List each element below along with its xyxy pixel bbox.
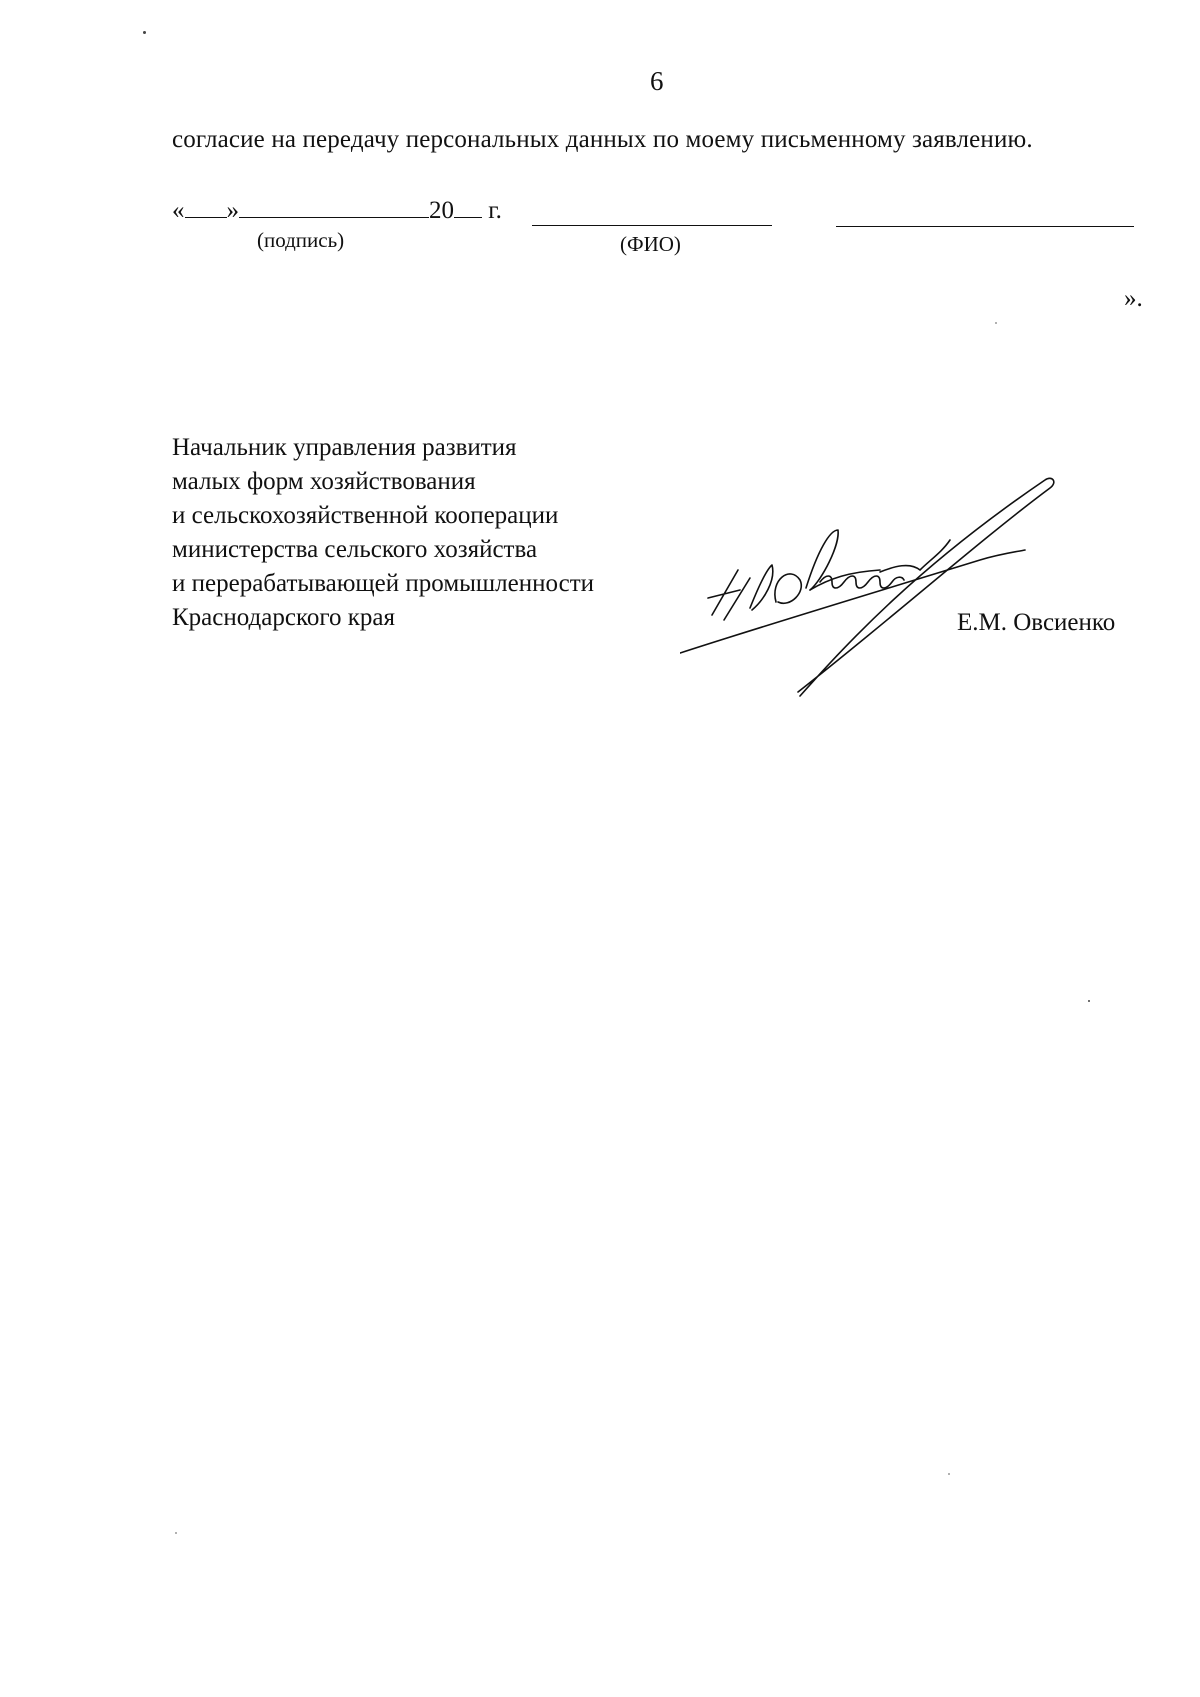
scan-speck: [1088, 1000, 1090, 1002]
date-close-quote: »: [226, 197, 239, 224]
scan-speck: [995, 322, 997, 324]
year-blank: [454, 195, 482, 218]
position-line: и сельскохозяйственной кооперации: [172, 502, 559, 529]
year-prefix: 20: [429, 197, 454, 224]
fio-caption: (ФИО): [620, 232, 681, 256]
day-blank: [185, 195, 227, 218]
position-line: министерства сельского хозяйства: [172, 536, 538, 563]
position-line: и перерабатывающей промышленности: [172, 570, 595, 597]
signatory-name: Е.М. Овсиенко: [957, 609, 1116, 636]
position-line: Краснодарского края: [172, 604, 395, 631]
extra-underline: [836, 226, 1134, 227]
signature-caption: (подпись): [257, 228, 345, 252]
signature-stroke: [750, 565, 773, 610]
year-suffix: г.: [482, 197, 502, 224]
date-line: [172, 195, 502, 225]
scan-speck: [143, 31, 146, 34]
signatory-position: [172, 431, 594, 635]
page-number: 6: [650, 66, 664, 96]
signature-stroke: [775, 574, 801, 603]
position-line: Начальник управления развития: [172, 434, 517, 461]
signature-stroke: [806, 530, 838, 590]
position-line: малых форм хозяйствования: [172, 468, 476, 495]
signature-stroke: [708, 570, 750, 620]
scan-speck: [175, 1532, 177, 1534]
closing-quote: ».: [1124, 285, 1143, 312]
handwritten-signature: [680, 470, 1070, 710]
date-open-quote: «: [172, 197, 185, 224]
consent-text: согласие на передачу персональных данных по моему письменному заявлению.: [172, 126, 1033, 153]
signature-stroke: [820, 576, 904, 588]
signature-stroke: [798, 478, 1054, 696]
scan-speck: [948, 1473, 950, 1475]
signature-stroke: [880, 540, 950, 572]
month-blank: [239, 195, 429, 218]
fio-underline: [532, 225, 772, 226]
